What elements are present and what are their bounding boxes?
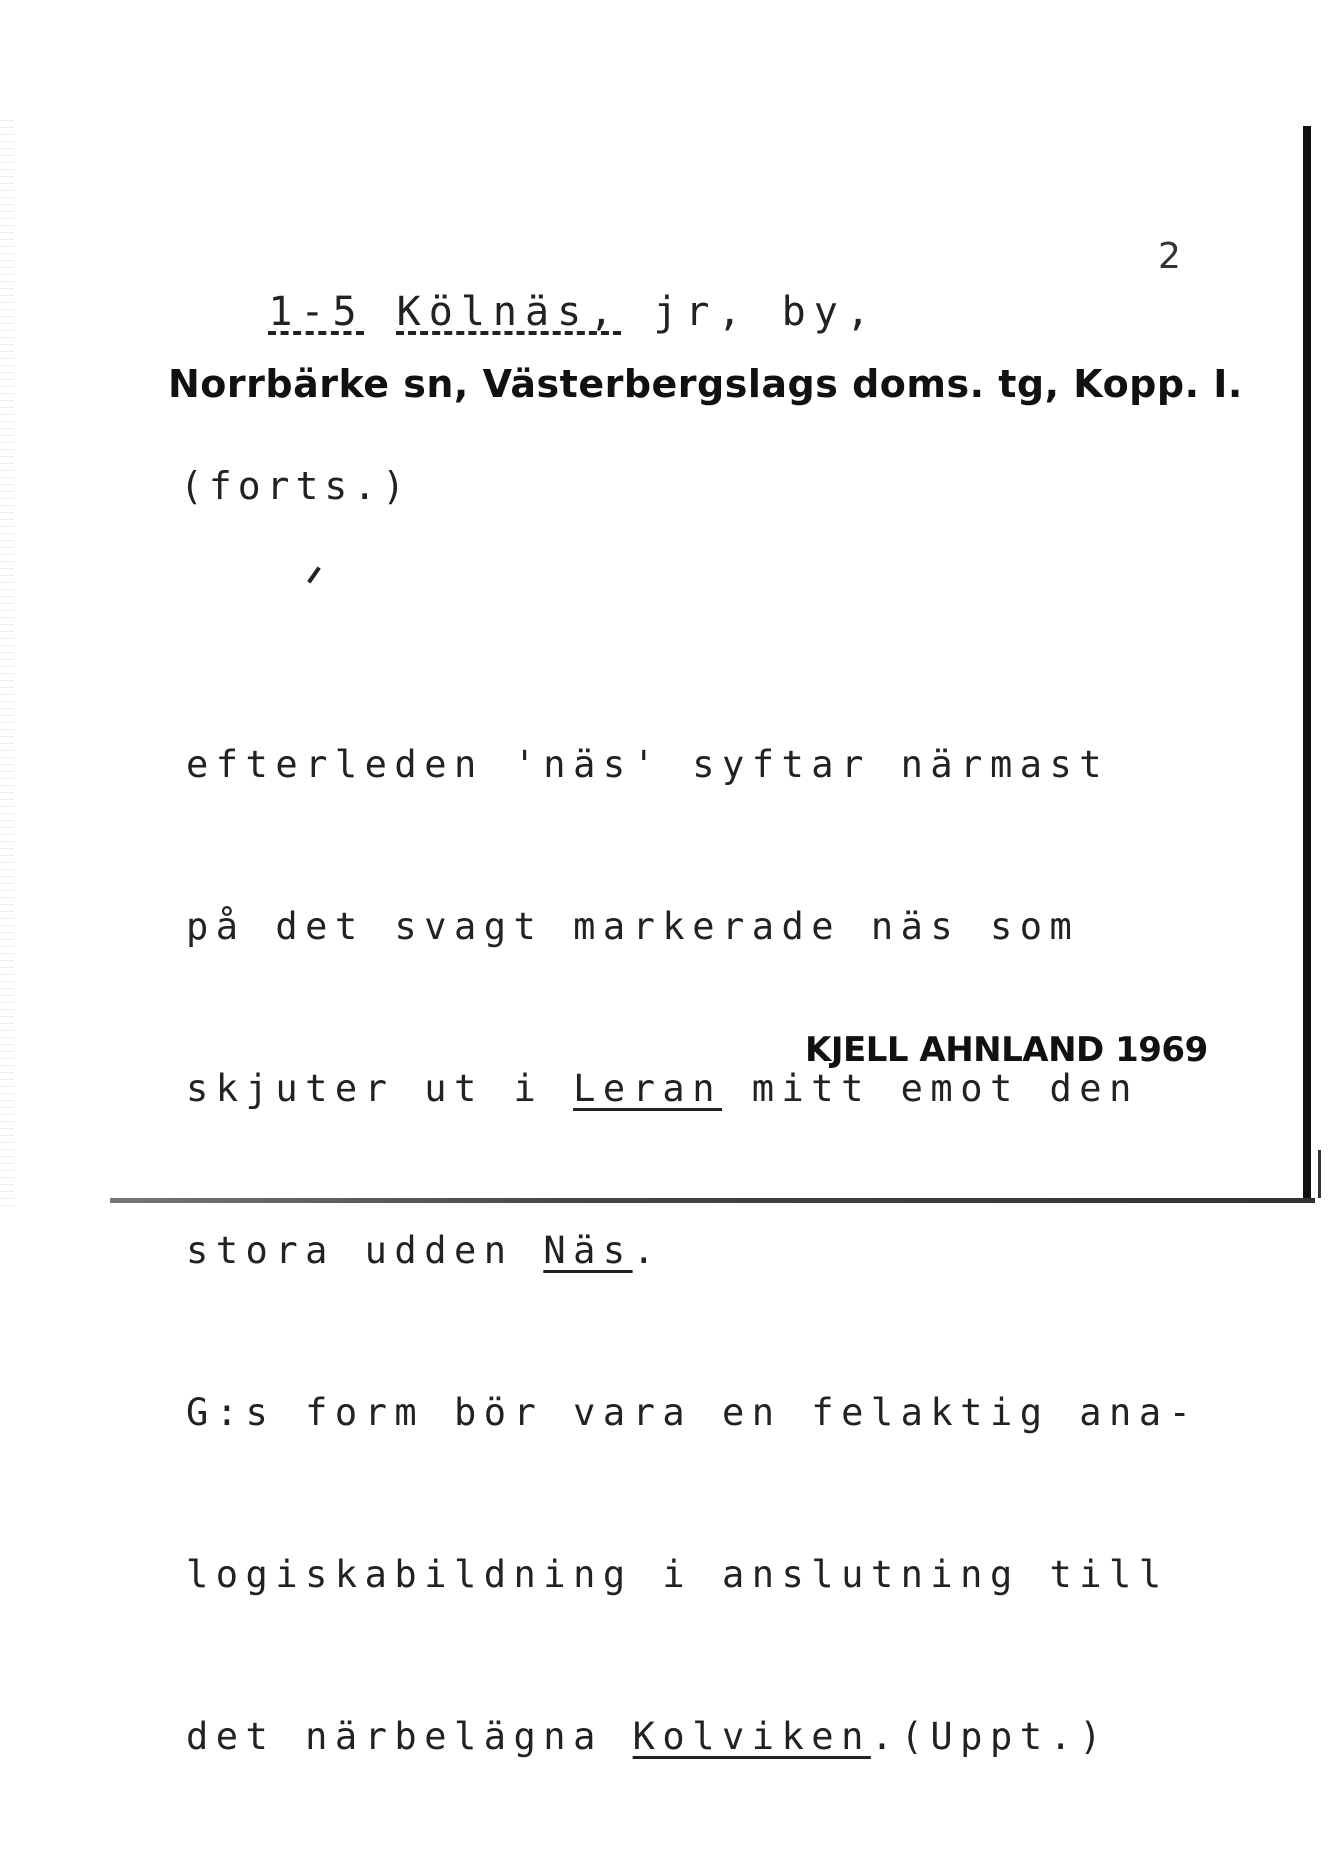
place-name: Kölnäs, <box>396 289 622 335</box>
body-line-7-text: det närbelägna <box>186 1715 633 1758</box>
underlined-place-leran: Leran <box>573 1067 722 1110</box>
pen-tick-mark <box>307 566 321 583</box>
body-line-3-text: skjuter ut i <box>186 1067 574 1110</box>
body-line-7 <box>186 1710 1198 1764</box>
body-line-4-text: stora udden <box>186 1229 544 1272</box>
card-right-border-edge <box>1318 1150 1321 1198</box>
underlined-place-kolviken: Kolviken <box>632 1715 871 1758</box>
body-line-3 <box>186 1062 1198 1116</box>
body-line-3-tail: mitt emot den <box>721 1067 1139 1110</box>
scan-edge-speckle <box>0 120 14 1210</box>
body-line-7-tail: .(Uppt.) <box>870 1715 1110 1758</box>
continuation-note: (forts.) <box>180 464 412 508</box>
author-signature: KJELL AHNLAND 1969 <box>805 1030 1208 1070</box>
entry-heading <box>140 243 878 381</box>
place-qualifiers: jr, by, <box>653 289 878 335</box>
body-line-2: på det svagt markerade näs som <box>186 905 1080 948</box>
body-line-1: efterleden 'näs' syftar närmast <box>186 743 1110 786</box>
card-body-text <box>186 630 1198 1872</box>
body-line-4-tail: . <box>632 1229 663 1272</box>
body-line-5: G:s form bör vara en felaktig ana- <box>186 1391 1199 1434</box>
card-number: 2 <box>1158 236 1181 277</box>
body-line-4 <box>186 1224 1198 1278</box>
entry-number: 1-5 <box>268 289 365 335</box>
location-line: Norrbärke sn, Västerbergslags doms. tg, Kopp. I. <box>168 362 1243 406</box>
underlined-place-nas: Näs <box>543 1229 633 1272</box>
body-line-6: logiskabildning i anslutning till <box>186 1553 1169 1596</box>
card-right-border <box>1303 126 1311 1198</box>
